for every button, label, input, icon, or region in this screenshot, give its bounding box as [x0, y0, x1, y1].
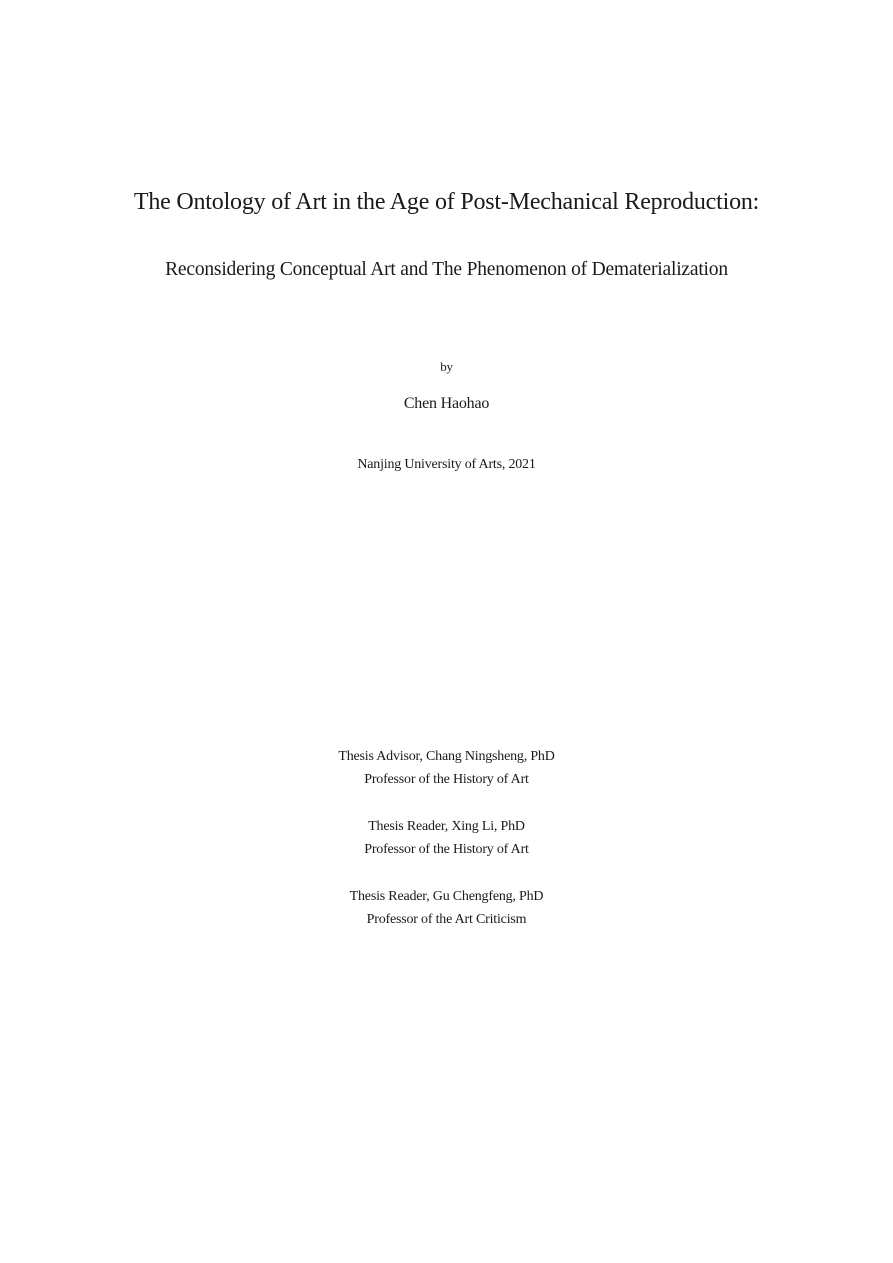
committee-member-title: Professor of the Art Criticism	[366, 912, 527, 927]
committee-member-title: Professor of the History of Art	[364, 772, 529, 787]
by-label: by	[440, 359, 453, 374]
institution-year: Nanjing University of Arts, 2021	[357, 457, 536, 472]
committee-member-role: Thesis Reader, Xing Li, PhD	[368, 819, 525, 834]
committee-member-reader-2	[0, 885, 893, 931]
committee-member-advisor	[0, 745, 893, 791]
committee-member-role: Thesis Advisor, Chang Ningsheng, PhD	[338, 749, 555, 764]
committee-member-title: Professor of the History of Art	[364, 842, 529, 857]
committee-member-reader-1	[0, 815, 893, 861]
author-name: Chen Haohao	[403, 395, 490, 412]
thesis-subtitle: Reconsidering Conceptual Art and The Phenomenon of Dematerialization	[165, 259, 728, 280]
thesis-title: The Ontology of Art in the Age of Post-Mechanical Reproduction:	[133, 189, 760, 215]
committee-member-role: Thesis Reader, Gu Chengfeng, PhD	[349, 889, 544, 904]
